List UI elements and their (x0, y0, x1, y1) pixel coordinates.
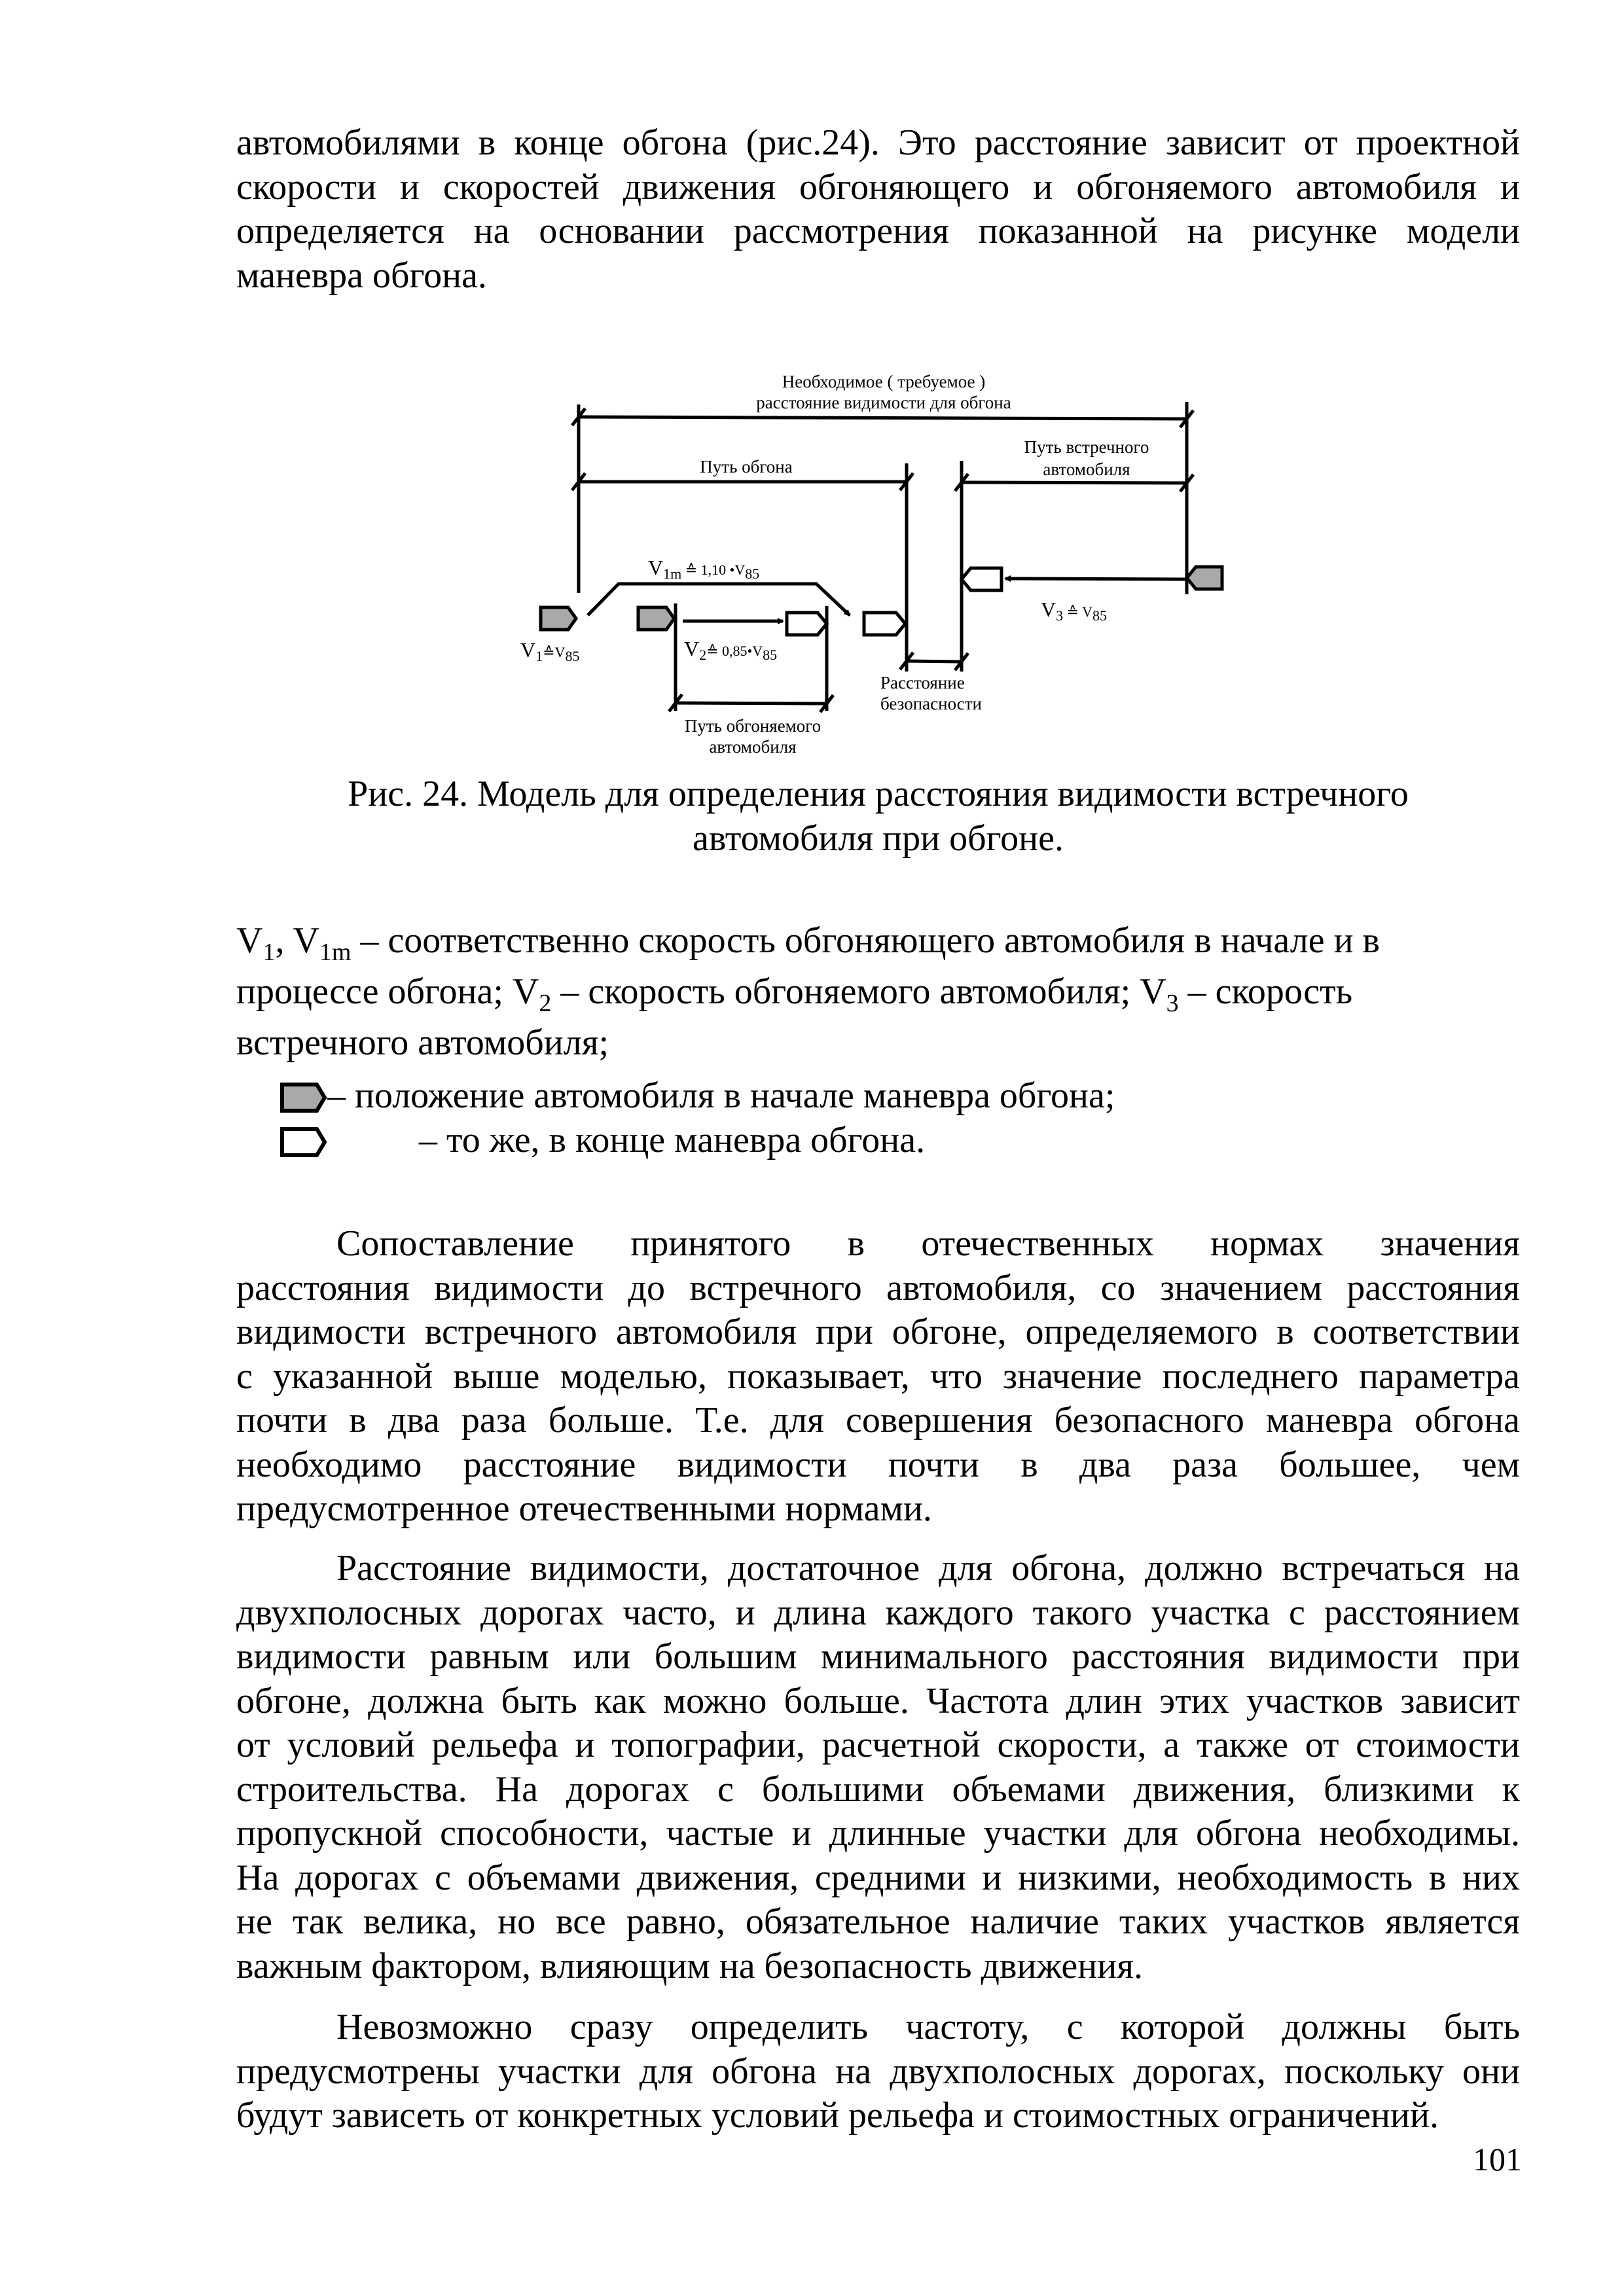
figure-caption (236, 772, 1520, 861)
def-text: встречного автомобиля; (236, 1022, 609, 1063)
def-subscript: 3 (1166, 990, 1179, 1017)
text-line: обгоне, должна быть как можно больше. Частота длин этих участков зависит (236, 1680, 1520, 1721)
oncoming-car-end-icon (962, 568, 1001, 590)
paragraph-comparison (236, 1222, 1520, 1532)
caption-line: автомобиля при обгоне. (693, 818, 1064, 859)
start-car-icon (280, 1083, 327, 1113)
overtaken-path-dimension (676, 703, 827, 704)
def-subscript: 1 (262, 939, 276, 966)
text-line: важным фактором, влияющим на безопасность движения. (236, 1945, 1143, 1986)
text-line: автомобилями в конце обгона (рис.24). Это расстояние зависит от проектной (236, 122, 1520, 163)
overtaking-car-end-icon (864, 613, 905, 635)
figure-title-line2: расстояние видимости для обгона (756, 393, 1011, 412)
figure-title-line1: Необходимое ( требуемое ) (782, 372, 986, 391)
overtaken-car-end-icon (787, 613, 827, 635)
def-text: – соответственно скорость обгоняющего автомобиля в начале и в (351, 920, 1380, 961)
text-line: Сопоставление принятого в отечественных нормах значения (336, 1223, 1520, 1264)
text-line: от условий рельефа и топографии, расчетной скорости, а также от стоимости (236, 1725, 1520, 1765)
text-line: строительства. На дорогах с большими объемами движения, близкими к (236, 1768, 1520, 1810)
safety-distance-dimension (907, 661, 962, 662)
paragraph-frequency (236, 1547, 1520, 1988)
overtaken-car-start-icon (638, 607, 674, 630)
overtaking-car-start-icon (541, 607, 576, 630)
legend-item-start (280, 1075, 1115, 1117)
page-number: 101 (1473, 2141, 1522, 2178)
text-line: предусмотренное отечественными нормами. (236, 1488, 932, 1529)
text-line: будут зависеть от конкретных условий рельефа и стоимостных ограничений. (236, 2095, 1439, 2136)
text-line: Невозможно сразу определить частоту, с которой должны быть (336, 2007, 1520, 2047)
text-line: маневра обгона. (236, 255, 487, 296)
text-line: предусмотрены участки для обгона на двухполосных дорогах, поскольку они (236, 2051, 1520, 2092)
v1-formula: V1≙V85 (520, 638, 580, 664)
overtaken-path-label-line1: Путь обгоняемого (684, 716, 821, 736)
def-text: V (236, 920, 263, 961)
oncoming-car-start-icon (1187, 567, 1222, 589)
caption-line: Рис. 24. Модель для определения расстояния видимости встречного (348, 774, 1409, 814)
def-text: – скорость обгоняемого автомобиля; V (551, 971, 1166, 1012)
text-line: необходимо расстояние видимости почти в два раза большее, чем (236, 1444, 1520, 1485)
safety-distance-label-line1: Расстояние (880, 673, 965, 692)
def-text: процессе обгона; V (236, 971, 539, 1012)
def-subscript: 1m (319, 939, 352, 966)
overtaking-path-label: Путь обгона (700, 457, 793, 476)
def-subscript: 2 (539, 990, 552, 1017)
legend-item-end (280, 1119, 925, 1161)
v2-formula: V2≙ 0,85•V85 (684, 637, 778, 663)
text-line: видимости равным или большим минимального расстояния видимости при (236, 1636, 1520, 1677)
oncoming-path-label-line1: Путь встречного (1024, 437, 1149, 457)
text-line: с указанной выше моделью, показывает, что значение последнего параметра (236, 1355, 1520, 1397)
text-line: определяется на основании рассмотрения показанной на рисунке модели (236, 211, 1520, 251)
legend-text: – то же, в конце маневра обгона. (419, 1120, 926, 1160)
text-line: не так велика, но все равно, обязательное наличие таких участков является (236, 1901, 1520, 1942)
overtaking-trajectory-arrow (588, 584, 850, 615)
overtaken-path-label-line2: автомобиля (709, 737, 797, 757)
legend-text: – положение автомобиля в начале маневра обгона; (327, 1075, 1115, 1116)
safety-distance-label-line2: безопасности (880, 694, 982, 713)
text-line: двухполосных дорогах часто, и длина каждого такого участка с расстоянием (236, 1592, 1520, 1633)
def-text: , V (275, 920, 319, 961)
oncoming-path-dimension (962, 482, 1187, 483)
text-line: На дорогах с объемами движения, средними и низкими, необходимость в них (236, 1857, 1520, 1898)
velocity-definitions (236, 915, 1380, 1068)
v3-formula: V3 ≙ V85 (1041, 598, 1108, 624)
text-line: пропускной способности, частые и длинные участки для обгона необходимы. (236, 1813, 1520, 1854)
def-text: – скорость (1178, 971, 1353, 1012)
oncoming-path-label-line2: автомобиля (1043, 459, 1130, 479)
text-line: расстояния видимости до встречного автомобиля, со значением расстояния (236, 1267, 1520, 1308)
total-distance-dimension (579, 417, 1187, 419)
text-line: почти в два раза больше. Т.е. для совершения безопасного маневра обгона (236, 1400, 1520, 1441)
overtaking-model-diagram (0, 0, 1624, 766)
end-car-icon (280, 1127, 327, 1157)
text-line: видимости встречного автомобиля при обгоне, определяемого в соответствии (236, 1312, 1520, 1352)
text-line: скорости и скоростей движения обгоняющего и обгоняемого автомобиля и (236, 166, 1520, 207)
v1m-formula: V1m ≙ 1,10 •V85 (648, 556, 760, 582)
paragraph-conclusion (236, 2005, 1520, 2138)
text-line: Расстояние видимости, достаточное для обгона, должно встречаться на (336, 1548, 1520, 1588)
